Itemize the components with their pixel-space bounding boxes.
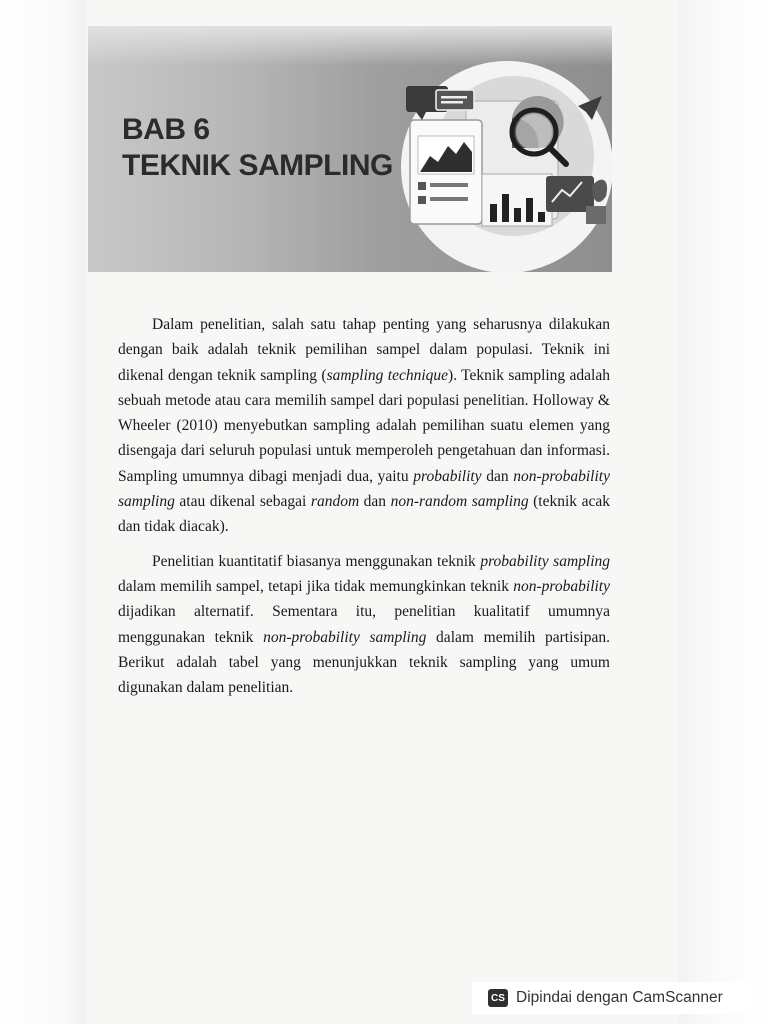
chapter-title: TEKNIK SAMPLING <box>122 149 393 182</box>
watermark-text: Dipindai dengan CamScanner <box>516 989 723 1006</box>
chapter-heading <box>122 112 422 184</box>
data-analytics-illustration-icon <box>396 56 618 278</box>
scanner-watermark <box>472 982 756 1014</box>
paragraph-1: Dalam penelitian, salah satu tahap penting yang seharusnya dilakukan dengan baik adalah teknik pemilihan sampel dalam populasi. Teknik ini dikenal dengan teknik sampling (sampling technique). Teknik sampling adalah sebuah metode atau cara memilih sampel dari populasi penelitian. Holloway & Wheeler (2010) menyebutkan sampling adalah pemilihan suatu elemen yang disengaja dari seluruh populasi untuk memperoleh pengetahuan dan informasi. Sampling umumnya dibagi menjadi dua, yaitu probability dan non-probability sampling atau dikenal sebagai random dan non-random sampling (teknik acak dan tidak diacak). <box>118 316 610 536</box>
camscanner-logo-icon: CS <box>488 989 508 1007</box>
paragraph-2: Penelitian kuantitatif biasanya menggunakan teknik probability sampling dalam memilih sampel, tetapi jika tidak memungkinkan teknik non-probability dijadikan alternatif. Sementara itu, penelitian kualitatif umumnya menggunakan teknik non-probability sampling dalam memilih partisipan. Berikut adalah tabel yang menunjukkan teknik sampling yang umum digunakan dalam penelitian. <box>118 552 611 697</box>
chapter-number: BAB 6 <box>122 113 210 146</box>
scan-edge-left <box>0 0 86 1024</box>
body-text <box>118 312 610 709</box>
scan-edge-right <box>678 0 768 1024</box>
